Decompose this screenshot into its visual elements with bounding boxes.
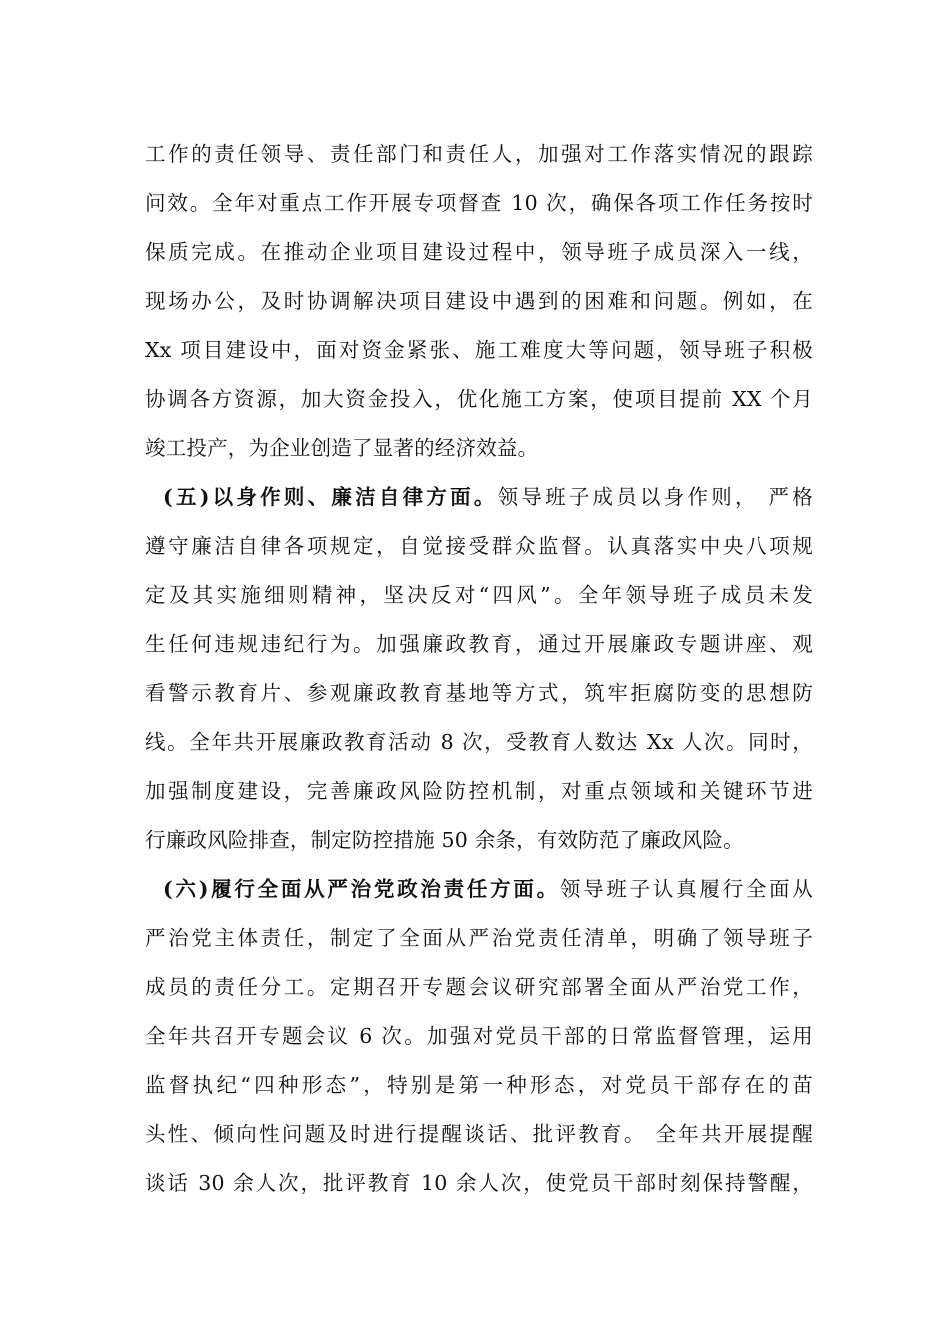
text-line: 看警示教育片、参观廉政教育基地等方式，筑牢拒腐防变的思想防	[145, 681, 813, 705]
paragraph-section-5	[145, 473, 813, 865]
paragraph-section-6	[145, 865, 813, 1208]
text-line: 协调各方资源，加大资金投入，优化施工方案，使项目提前 XX 个月	[145, 387, 813, 411]
section-heading: (六)履行全面从严治党政治责任方面。	[163, 877, 560, 901]
text-span: 领导班子成员以身作则， 严格	[497, 485, 813, 509]
text-line: 行廉政风险排查，制定防控措施 50 余条，有效防范了廉政风险。	[145, 828, 744, 852]
text-line: 定及其实施细则精神，坚决反对“四风”。全年领导班子成员未发	[145, 583, 813, 607]
text-line: 加强制度建设，完善廉政风险防控机制，对重点领域和关键环节进	[145, 779, 813, 803]
text-line: 全年共召开专题会议 6 次。加强对党员干部的日常监督管理，运用	[145, 1024, 813, 1048]
document-body	[145, 130, 813, 1208]
text-span: 领导班子认真履行全面从	[559, 877, 814, 901]
text-line: 工作的责任领导、责任部门和责任人，加强对工作落实情况的跟踪	[145, 142, 813, 166]
text-line: 遵守廉洁自律各项规定，自觉接受群众监督。认真落实中央八项规	[145, 534, 813, 558]
text-line: 竣工投产，为企业创造了显著的经济效益。	[145, 436, 539, 460]
text-line: Xx 项目建设中，面对资金紧张、施工难度大等问题，领导班子积极	[145, 338, 813, 362]
text-line: 保质完成。在推动企业项目建设过程中，领导班子成员深入一线，	[145, 240, 813, 264]
text-line: 头性、倾向性问题及时进行提醒谈话、批评教育。 全年共开展提醒	[145, 1122, 813, 1146]
text-line: 现场办公，及时协调解决项目建设中遇到的困难和问题。例如，在	[145, 289, 813, 313]
text-line: 问效。全年对重点工作开展专项督查 10 次，确保各项工作任务按时	[145, 191, 813, 215]
paragraph-continuation	[145, 130, 813, 473]
text-line: 线。全年共开展廉政教育活动 8 次，受教育人数达 Xx 人次。同时，	[145, 730, 813, 754]
section-heading: (五)以身作则、廉洁自律方面。	[163, 485, 498, 509]
text-line	[145, 865, 813, 914]
text-line: 成员的责任分工。定期召开专题会议研究部署全面从严治党工作，	[145, 975, 813, 999]
text-line: 严治党主体责任，制定了全面从严治党责任清单，明确了领导班子	[145, 926, 813, 950]
text-line: 监督执纪“四种形态”，特别是第一种形态，对党员干部存在的苗	[145, 1073, 813, 1097]
text-line: 谈话 30 余人次，批评教育 10 余人次，使党员干部时刻保持警醒，	[145, 1171, 813, 1195]
text-line	[145, 473, 813, 522]
text-line: 生任何违规违纪行为。加强廉政教育，通过开展廉政专题讲座、观	[145, 632, 813, 656]
